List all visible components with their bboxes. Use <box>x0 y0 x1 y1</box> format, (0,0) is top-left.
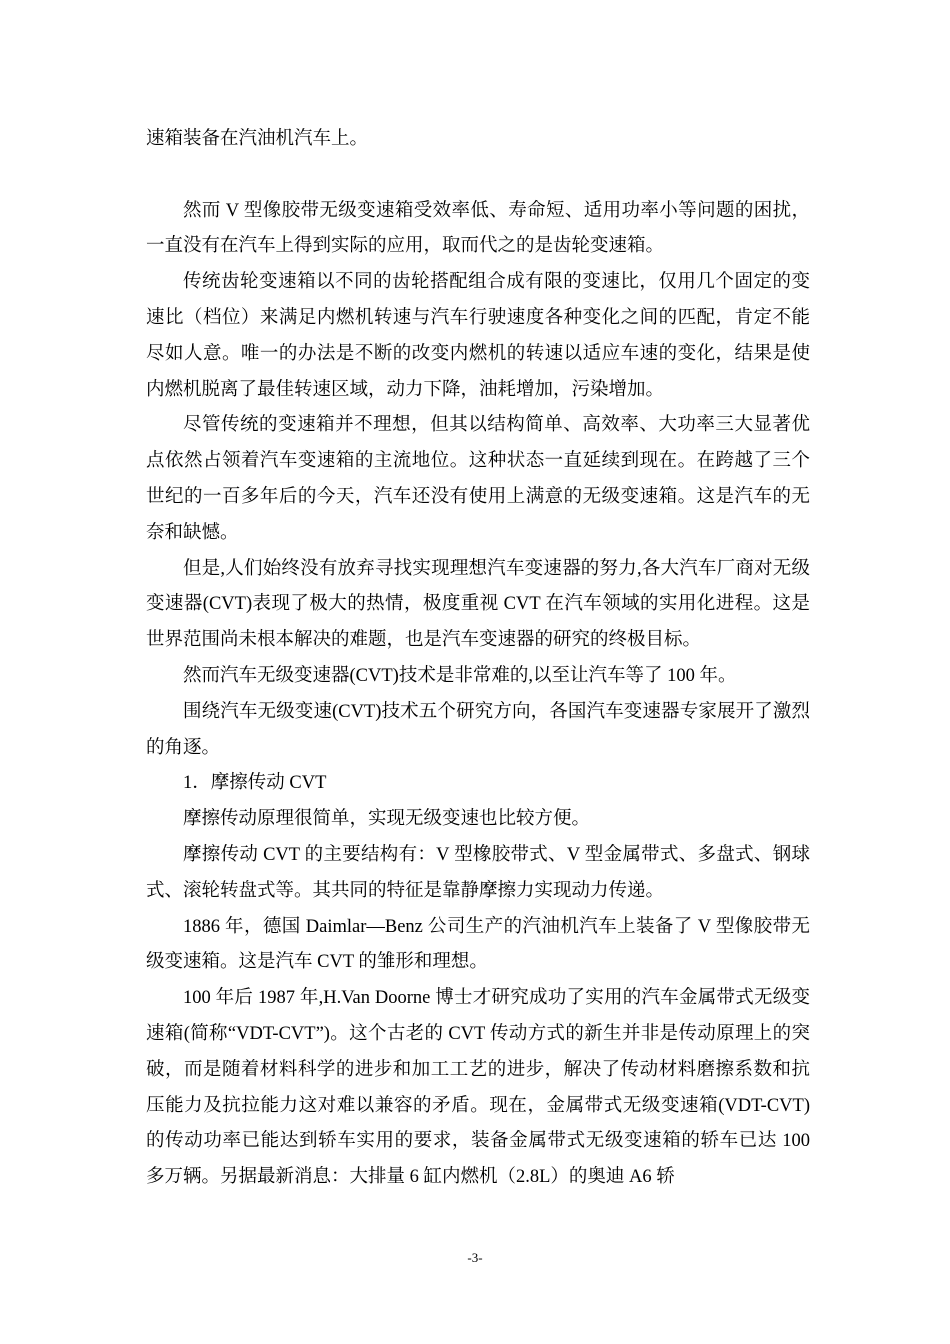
paragraph-vdt-cvt: 100 年后 1987 年,H.Van Doorne 博士才研究成功了实用的汽车金属带式无级变速箱(简称“VDT-CVT”)。这个古老的 CVT 传动方式的新生并非是传动原理上的突破，而是随着材料科学的进步和加工工艺的进步，解决了传动材料磨擦系数和抗压能力及抗拉能力这对难以兼容的矛盾。现在，金属带式无级变速箱(VDT-CVT)的传动功率已能达到轿车实用的要求，装备金属带式无级变速箱的轿车已达 100 多万辆。另据最新消息：大排量 6 缸内燃机（2.8L）的奥迪 A6 轿 <box>146 988 810 1188</box>
paragraph-traditional-gearbox: 尽管传统的变速箱并不理想，但其以结构简单、高效率、大功率三大显著优点依然占领着汽车变速箱的主流地位。这种状态一直延续到现在。在跨越了三个世纪的一百多年后的今天，汽车还没有使用上满意的无级变速箱。这是汽车的无奈和缺憾。 <box>146 415 810 543</box>
paragraph-rubber-belt-problems: 然而 V 型像胶带无级变速箱受效率低、寿命短、适用功率小等问题的困扰，一直没有在汽车上得到实际的应用，取而代之的是齿轮变速箱。 <box>146 200 810 257</box>
page-body <box>146 122 810 1196</box>
paragraph-research-directions: 围绕汽车无级变速(CVT)技术五个研究方向，各国汽车变速器专家展开了激烈的角逐。 <box>146 701 810 758</box>
paragraph-cvt-difficulty: 然而汽车无级变速器(CVT)技术是非常难的,以至让汽车等了 100 年。 <box>183 665 737 686</box>
section-heading-friction-cvt: 1．摩擦传动 CVT <box>183 773 327 794</box>
paragraph-friction-principle: 摩擦传动原理很简单，实现无级变速也比较方便。 <box>183 809 591 830</box>
paragraph-gap <box>146 158 810 194</box>
paragraph-friction-structures: 摩擦传动 CVT 的主要结构有：V 型橡胶带式、V 型金属带式、多盘式、钢球式、滚轮转盘式等。其共同的特征是靠静摩擦力实现动力传递。 <box>146 844 810 901</box>
paragraph-continuation: 速箱装备在汽油机汽车上。 <box>146 129 369 149</box>
paragraph-1886-history: 1886 年，德国 Daimlar—Benz 公司生产的汽油机汽车上装备了 V 型像胶带无级变速箱。这是汽车 CVT 的雏形和理想。 <box>146 916 810 973</box>
page-number: -3- <box>467 1250 483 1265</box>
paragraph-cvt-efforts: 但是,人们始终没有放弃寻找实现理想汽车变速器的努力,各大汽车厂商对无级变速器(CVT)表现了极大的热情，极度重视 CVT 在汽车领域的实用化进程。这是世界范围尚未根本解决的难题，也是汽车变速器的研究的终极目标。 <box>146 558 810 651</box>
paragraph-gear-gearbox: 传统齿轮变速箱以不同的齿轮搭配组合成有限的变速比，仅用几个固定的变速比（档位）来满足内燃机转速与汽车行驶速度各种变化之间的匹配，肯定不能尽如人意。唯一的办法是不断的改变内燃机的转速以适应车速的变化，结果是使内燃机脱离了最佳转速区域，动力下降，油耗增加，污染增加。 <box>146 272 810 400</box>
